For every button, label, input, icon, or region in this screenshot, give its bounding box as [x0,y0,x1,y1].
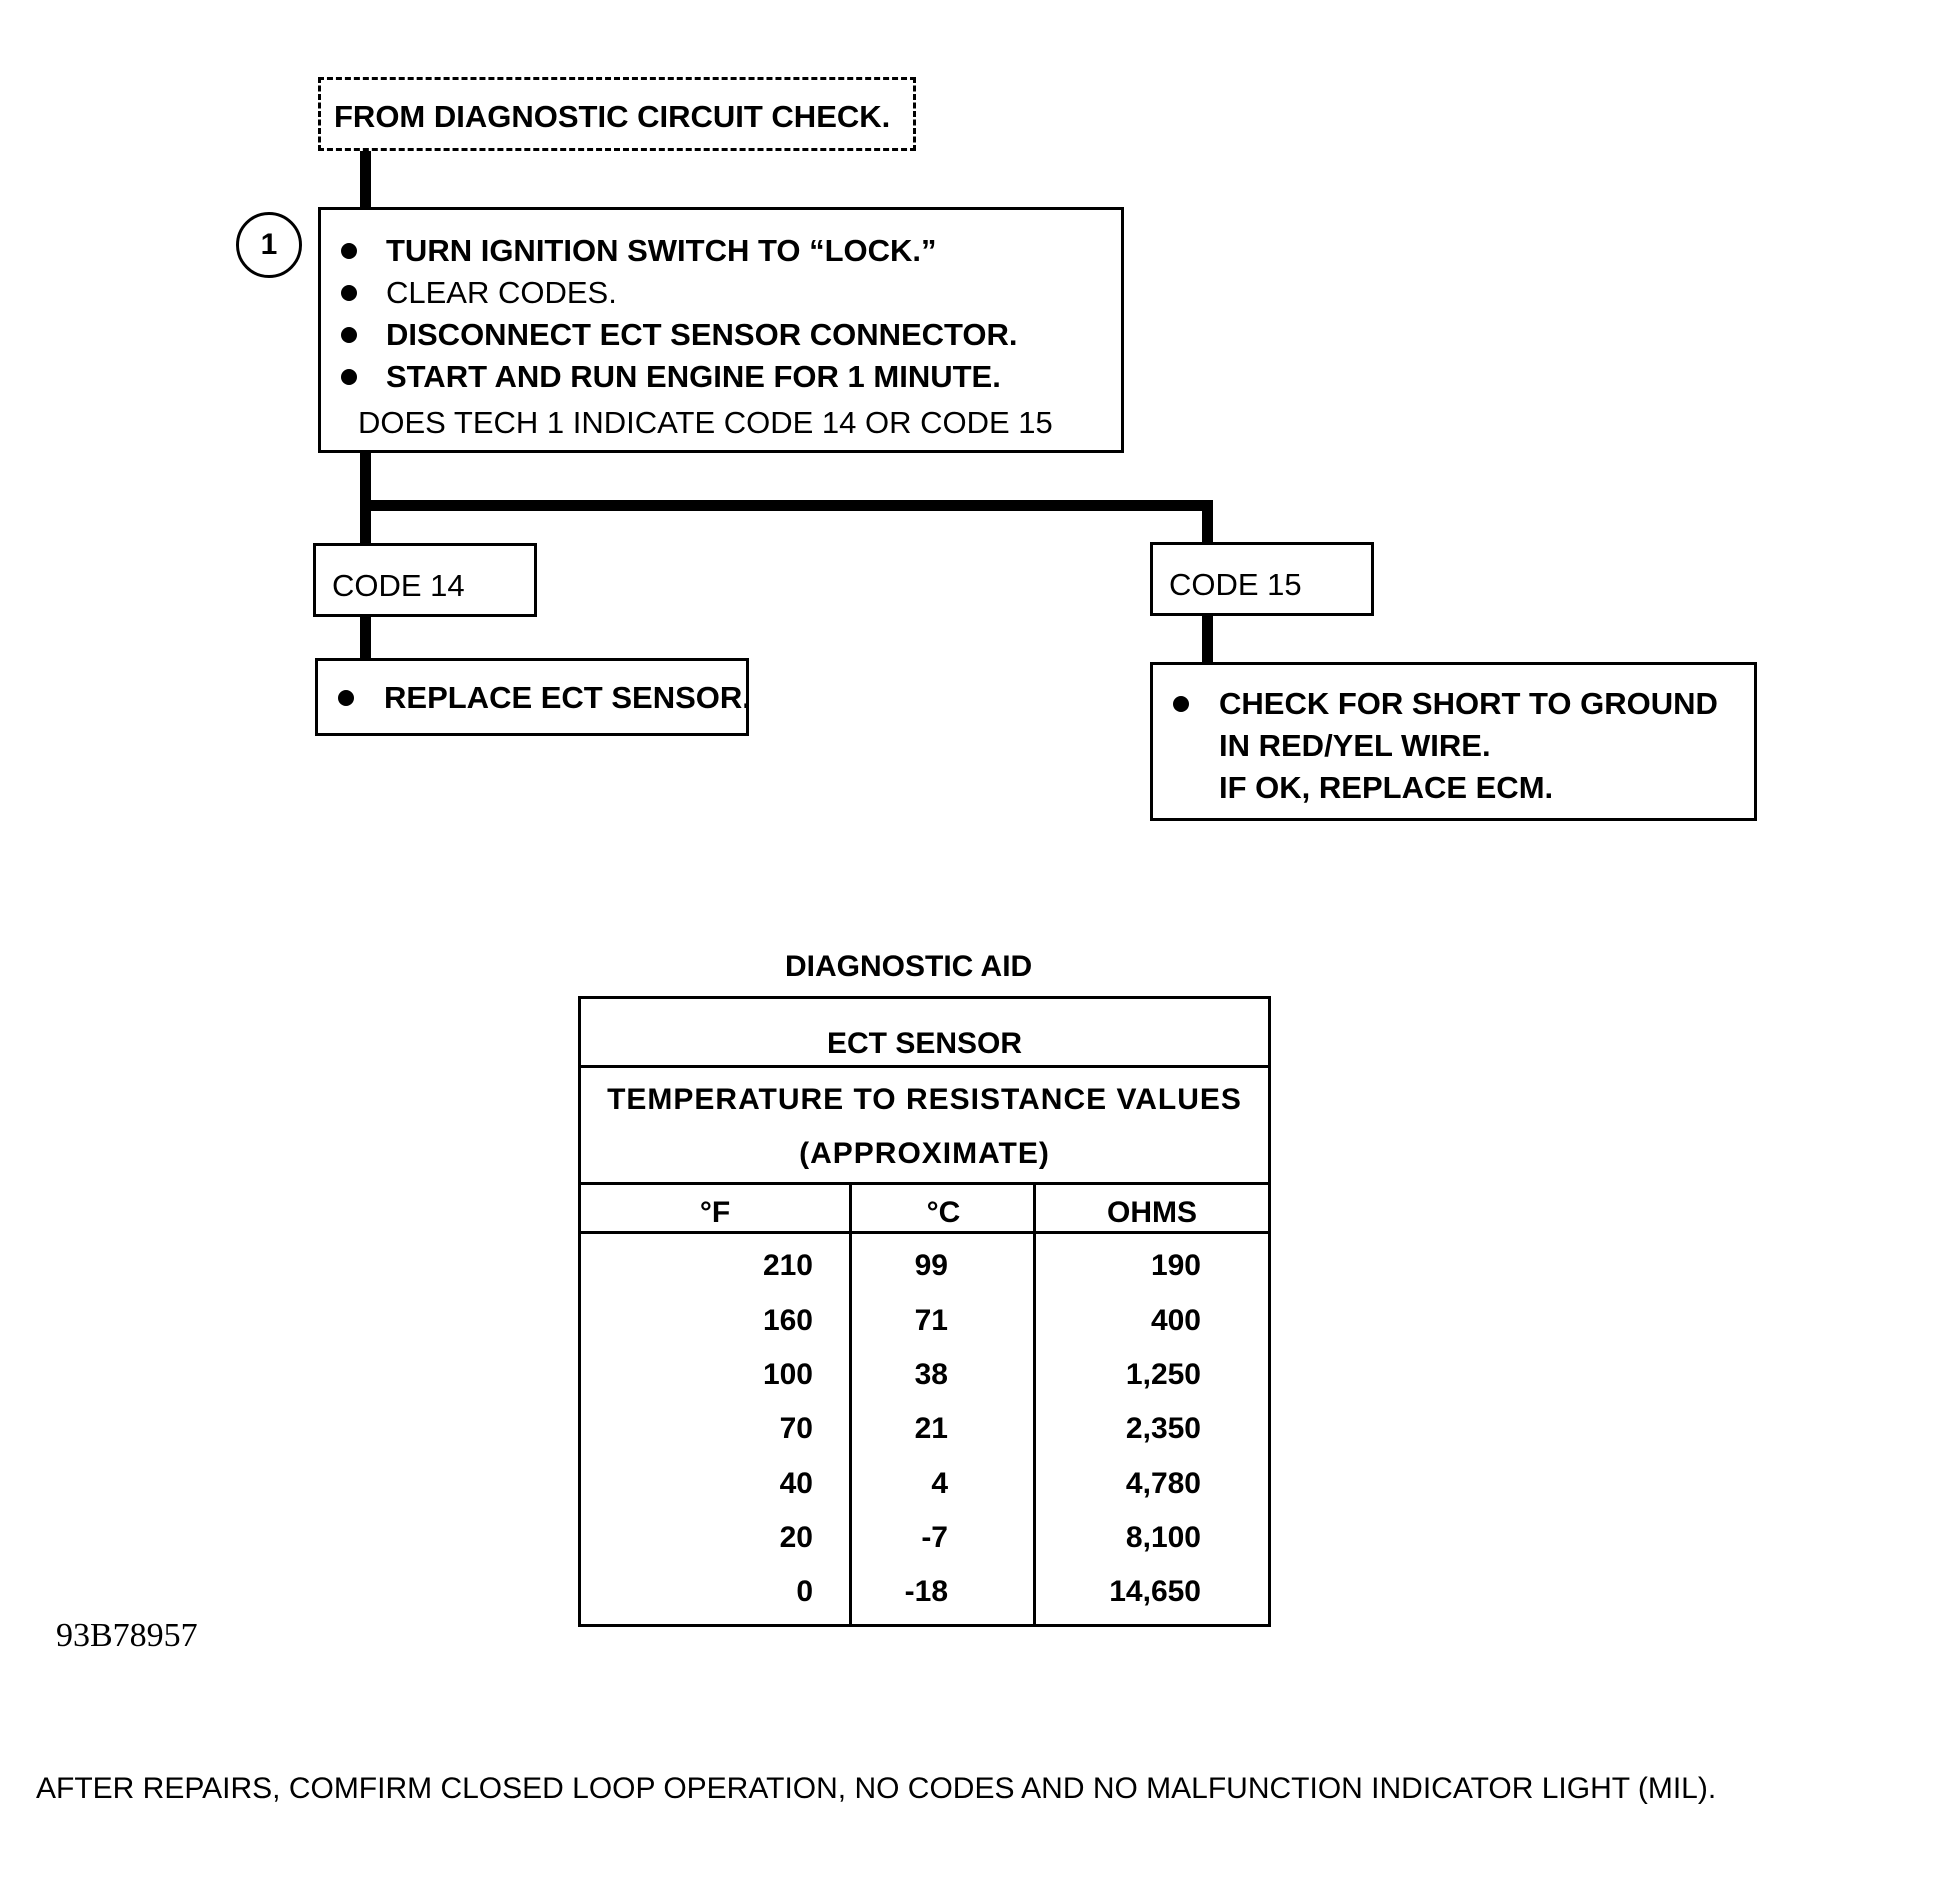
ect-sensor-table [578,996,1271,1627]
table-title: ECT SENSOR [826,1027,1023,1060]
bullet-icon [341,243,357,259]
cell-ohms: 400 [1150,1304,1201,1337]
cell-fahrenheit: 0 [796,1575,813,1608]
figure-id: 93B78957 [56,1617,198,1654]
table-divider [581,1231,1268,1234]
column-header: °F [699,1196,731,1229]
step-item: DISCONNECT ECT SENSOR CONNECTOR. [321,314,1121,356]
action-item: CHECK FOR SHORT TO GROUND [1153,683,1753,725]
cell-ohms: 2,350 [1125,1412,1201,1445]
action-check-short-box [1150,662,1757,821]
cell-celsius: 71 [914,1304,948,1337]
table-divider [581,1182,1268,1185]
cell-ohms: 4,780 [1125,1467,1201,1500]
step-item: CLEAR CODES. [321,272,1121,314]
entry-box [318,77,916,151]
cell-celsius: 4 [931,1467,948,1500]
code-15-label: CODE 15 [1169,567,1302,602]
column-header: OHMS [1107,1196,1197,1229]
step-item: TURN IGNITION SWITCH TO “LOCK.” [321,230,1121,272]
cell-ohms: 1,250 [1125,1358,1201,1391]
cell-ohms: 14,650 [1109,1575,1201,1608]
cell-ohms: 8,100 [1125,1521,1201,1554]
table-subtitle: (APPROXIMATE) [799,1137,1050,1170]
step-item: START AND RUN ENGINE FOR 1 MINUTE. [321,356,1121,398]
table-divider [581,1065,1268,1068]
cell-fahrenheit: 160 [762,1304,813,1337]
cell-celsius: 99 [914,1249,948,1282]
cell-celsius: -18 [904,1575,948,1608]
cell-celsius: -7 [921,1521,948,1554]
cell-fahrenheit: 100 [762,1358,813,1391]
code-15-box [1150,542,1374,616]
table-subtitle: TEMPERATURE TO RESISTANCE VALUES [607,1083,1242,1116]
cell-fahrenheit: 40 [779,1467,813,1500]
bullet-icon [341,327,357,343]
action-continuation: IN RED/YEL WIRE. [1219,728,1491,763]
cell-fahrenheit: 70 [779,1412,813,1445]
cell-fahrenheit: 20 [779,1521,813,1554]
connector-code14-to-action [360,617,371,660]
connector-right-down [1202,500,1213,543]
bullet-icon [341,285,357,301]
bullet-icon [338,690,354,706]
step-question: DOES TECH 1 INDICATE CODE 14 OR CODE 15 [358,405,1053,440]
connector-step-down [360,453,371,544]
connector-code15-to-action [1202,616,1213,664]
cell-celsius: 38 [914,1358,948,1391]
step-1-box [318,207,1124,453]
action-item: REPLACE ECT SENSOR. [318,677,748,719]
cell-ohms: 190 [1150,1249,1201,1282]
action-continuation: IF OK, REPLACE ECM. [1219,770,1554,805]
column-divider [849,1182,852,1624]
action-replace-ect-box [315,658,749,736]
entry-label: FROM DIAGNOSTIC CIRCUIT CHECK. [334,99,891,134]
bullet-icon [341,369,357,385]
step-number-badge: 1 [236,212,302,278]
cell-fahrenheit: 210 [762,1249,813,1282]
connector-horizontal [360,500,1213,511]
cell-celsius: 21 [914,1412,948,1445]
footer-note: AFTER REPAIRS, COMFIRM CLOSED LOOP OPERATION, NO CODES AND NO MALFUNCTION INDICATOR LIGHT (MIL). [36,1772,1717,1805]
code-14-label: CODE 14 [332,568,465,603]
connector-entry-to-step [360,151,371,209]
column-header: °C [926,1196,961,1229]
bullet-icon [1173,696,1189,712]
column-divider [1033,1182,1036,1624]
diagnostic-aid-title: DIAGNOSTIC AID [785,950,1033,983]
code-14-box [313,543,537,617]
